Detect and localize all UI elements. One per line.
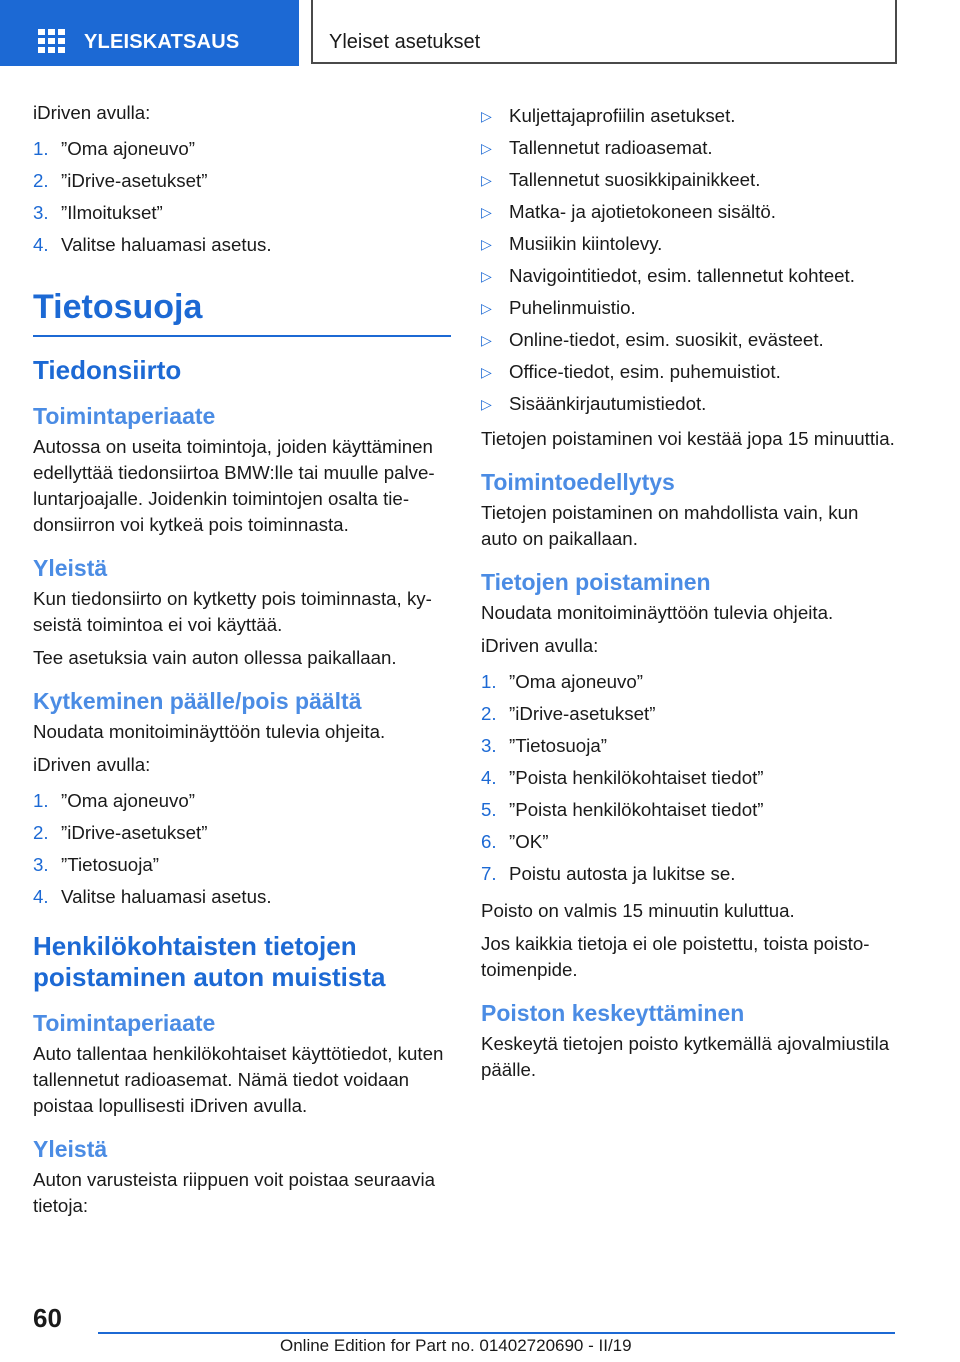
section-heading: Tiedonsiirto bbox=[33, 355, 182, 385]
list-item: ▷ Kuljettajaprofiilin asetukset. bbox=[481, 100, 899, 132]
list-item: ▷ Navigointitiedot, esim. tallennetut kohteet. bbox=[481, 260, 899, 292]
paragraph: iDriven avulla: bbox=[481, 635, 599, 656]
triangle-bullet-icon: ▷ bbox=[481, 172, 492, 188]
list-item: ▷ Puhelinmuistio. bbox=[481, 292, 899, 324]
list-item: ▷ Sisäänkirjautumistiedot. bbox=[481, 388, 899, 420]
triangle-bullet-icon: ▷ bbox=[481, 236, 492, 252]
list-item: ▷ Office-tiedot, esim. puhemuistiot. bbox=[481, 356, 899, 388]
numbered-list bbox=[33, 785, 451, 913]
chapter-header bbox=[311, 0, 897, 64]
triangle-bullet-icon: ▷ bbox=[481, 268, 492, 284]
paragraph: Keskeytä tietojen poisto kytkemällä ajovalmiustila päälle. bbox=[481, 1033, 890, 1080]
chapter-title: Yleiset asetukset bbox=[329, 31, 481, 53]
list-item: 2. ”iDrive-asetukset” bbox=[33, 170, 208, 191]
triangle-bullet-icon: ▷ bbox=[481, 108, 492, 124]
numbered-list bbox=[481, 666, 899, 890]
list-item: ▷ Online-tiedot, esim. suosikit, evästeet. bbox=[481, 324, 899, 356]
footer-divider bbox=[98, 1332, 895, 1334]
left-column bbox=[33, 100, 451, 1226]
list-item: 7. Poistu autosta ja lukitse se. bbox=[481, 863, 736, 884]
subsection-heading: Toimintaperiaate bbox=[33, 403, 216, 429]
list-item: 4. Valitse haluamasi asetus. bbox=[33, 234, 272, 255]
paragraph: iDriven avulla: bbox=[33, 102, 151, 123]
list-item: 1. ”Oma ajoneuvo” bbox=[481, 671, 643, 692]
paragraph: Auton varusteista riippuen voit poistaa seuraavia tietoja: bbox=[33, 1169, 436, 1216]
list-item: 1. ”Oma ajoneuvo” bbox=[33, 138, 195, 159]
paragraph: Tee asetuksia vain auton ollessa paikallaan. bbox=[33, 647, 397, 668]
triangle-bullet-icon: ▷ bbox=[481, 396, 492, 412]
list-item: 4. Valitse haluamasi asetus. bbox=[33, 886, 272, 907]
paragraph: Autossa on useita toimintoja, joiden käyttäminen edellyttää tiedonsiirtoa BMW:lle tai muulle palveluntarjoajalle. Joidenkin toimintojen osalta tiedonsiirron voi kytkeä pois toiminnasta. bbox=[33, 436, 435, 535]
triangle-bullet-icon: ▷ bbox=[481, 204, 492, 220]
triangle-bullet-icon: ▷ bbox=[481, 140, 492, 156]
page-title: Tietosuoja bbox=[33, 287, 451, 337]
paragraph: Tietojen poistaminen on mahdollista vain, kun auto on paikallaan. bbox=[481, 502, 859, 549]
paragraph: iDriven avulla: bbox=[33, 754, 151, 775]
subsection-heading: Toimintaperiaate bbox=[33, 1010, 216, 1036]
subsection-heading: Toimintoedellytys bbox=[481, 469, 675, 495]
list-item: 3. ”Tietosuoja” bbox=[33, 854, 159, 875]
subsection-heading: Yleistä bbox=[33, 1136, 108, 1162]
paragraph: Jos kaikkia tietoja ei ole poistettu, toista poistotoimenpide. bbox=[481, 933, 870, 980]
grid-menu-icon bbox=[38, 29, 66, 53]
paragraph: Tietojen poistaminen voi kestää jopa 15 minuuttia. bbox=[481, 428, 895, 449]
paragraph: Auto tallentaa henkilökohtaiset käyttötiedot, kuten tallennetut radioasemat. Nämä tiedot voidaan poistaa lopullisesti iDriven avulla. bbox=[33, 1043, 444, 1116]
list-item: ▷ Tallennetut suosikkipainikkeet. bbox=[481, 164, 899, 196]
list-item: 1. ”Oma ajoneuvo” bbox=[33, 790, 195, 811]
subsection-heading: Poiston keskeyttäminen bbox=[481, 1000, 745, 1026]
section-tab[interactable] bbox=[0, 0, 299, 66]
list-item: 4. ”Poista henkilökohtaiset tiedot” bbox=[481, 767, 764, 788]
triangle-bullet-icon: ▷ bbox=[481, 364, 492, 380]
list-item: 3. ”Tietosuoja” bbox=[481, 735, 607, 756]
right-column bbox=[481, 100, 899, 1090]
bullet-list bbox=[481, 100, 899, 420]
paragraph: Noudata monitoiminäyttöön tulevia ohjeita. bbox=[481, 602, 834, 623]
subsection-heading: Tietojen poistaminen bbox=[481, 569, 711, 595]
list-item: ▷ Musiikin kiintolevy. bbox=[481, 228, 899, 260]
list-item: ▷ Tallennetut radioasemat. bbox=[481, 132, 899, 164]
paragraph: Kun tiedonsiirto on kytketty pois toiminnasta, kyseistä toimintoa ei voi käyttää. bbox=[33, 588, 432, 635]
list-item: 2. ”iDrive-asetukset” bbox=[481, 703, 656, 724]
numbered-list bbox=[33, 133, 451, 261]
triangle-bullet-icon: ▷ bbox=[481, 300, 492, 316]
page-number: 60 bbox=[33, 1303, 62, 1333]
list-item: 6. ”OK” bbox=[481, 831, 549, 852]
list-item: 3. ”Ilmoitukset” bbox=[33, 202, 163, 223]
list-item: 5. ”Poista henkilökohtaiset tiedot” bbox=[481, 799, 764, 820]
paragraph: Poisto on valmis 15 minuutin kuluttua. bbox=[481, 900, 795, 921]
paragraph: Noudata monitoiminäyttöön tulevia ohjeita. bbox=[33, 721, 386, 742]
subsection-heading: Yleistä bbox=[33, 555, 108, 581]
edition-footer: Online Edition for Part no. 01402720690 - II/19 bbox=[280, 1336, 632, 1355]
section-heading: Henkilökohtaisten tietojen poistaminen auton muistista bbox=[33, 931, 386, 992]
triangle-bullet-icon: ▷ bbox=[481, 332, 492, 348]
list-item: 2. ”iDrive-asetukset” bbox=[33, 822, 208, 843]
section-tab-label: YLEISKATSAUS bbox=[84, 31, 240, 53]
subsection-heading: Kytkeminen päälle/pois päältä bbox=[33, 688, 362, 714]
list-item: ▷ Matka- ja ajotietokoneen sisältö. bbox=[481, 196, 899, 228]
